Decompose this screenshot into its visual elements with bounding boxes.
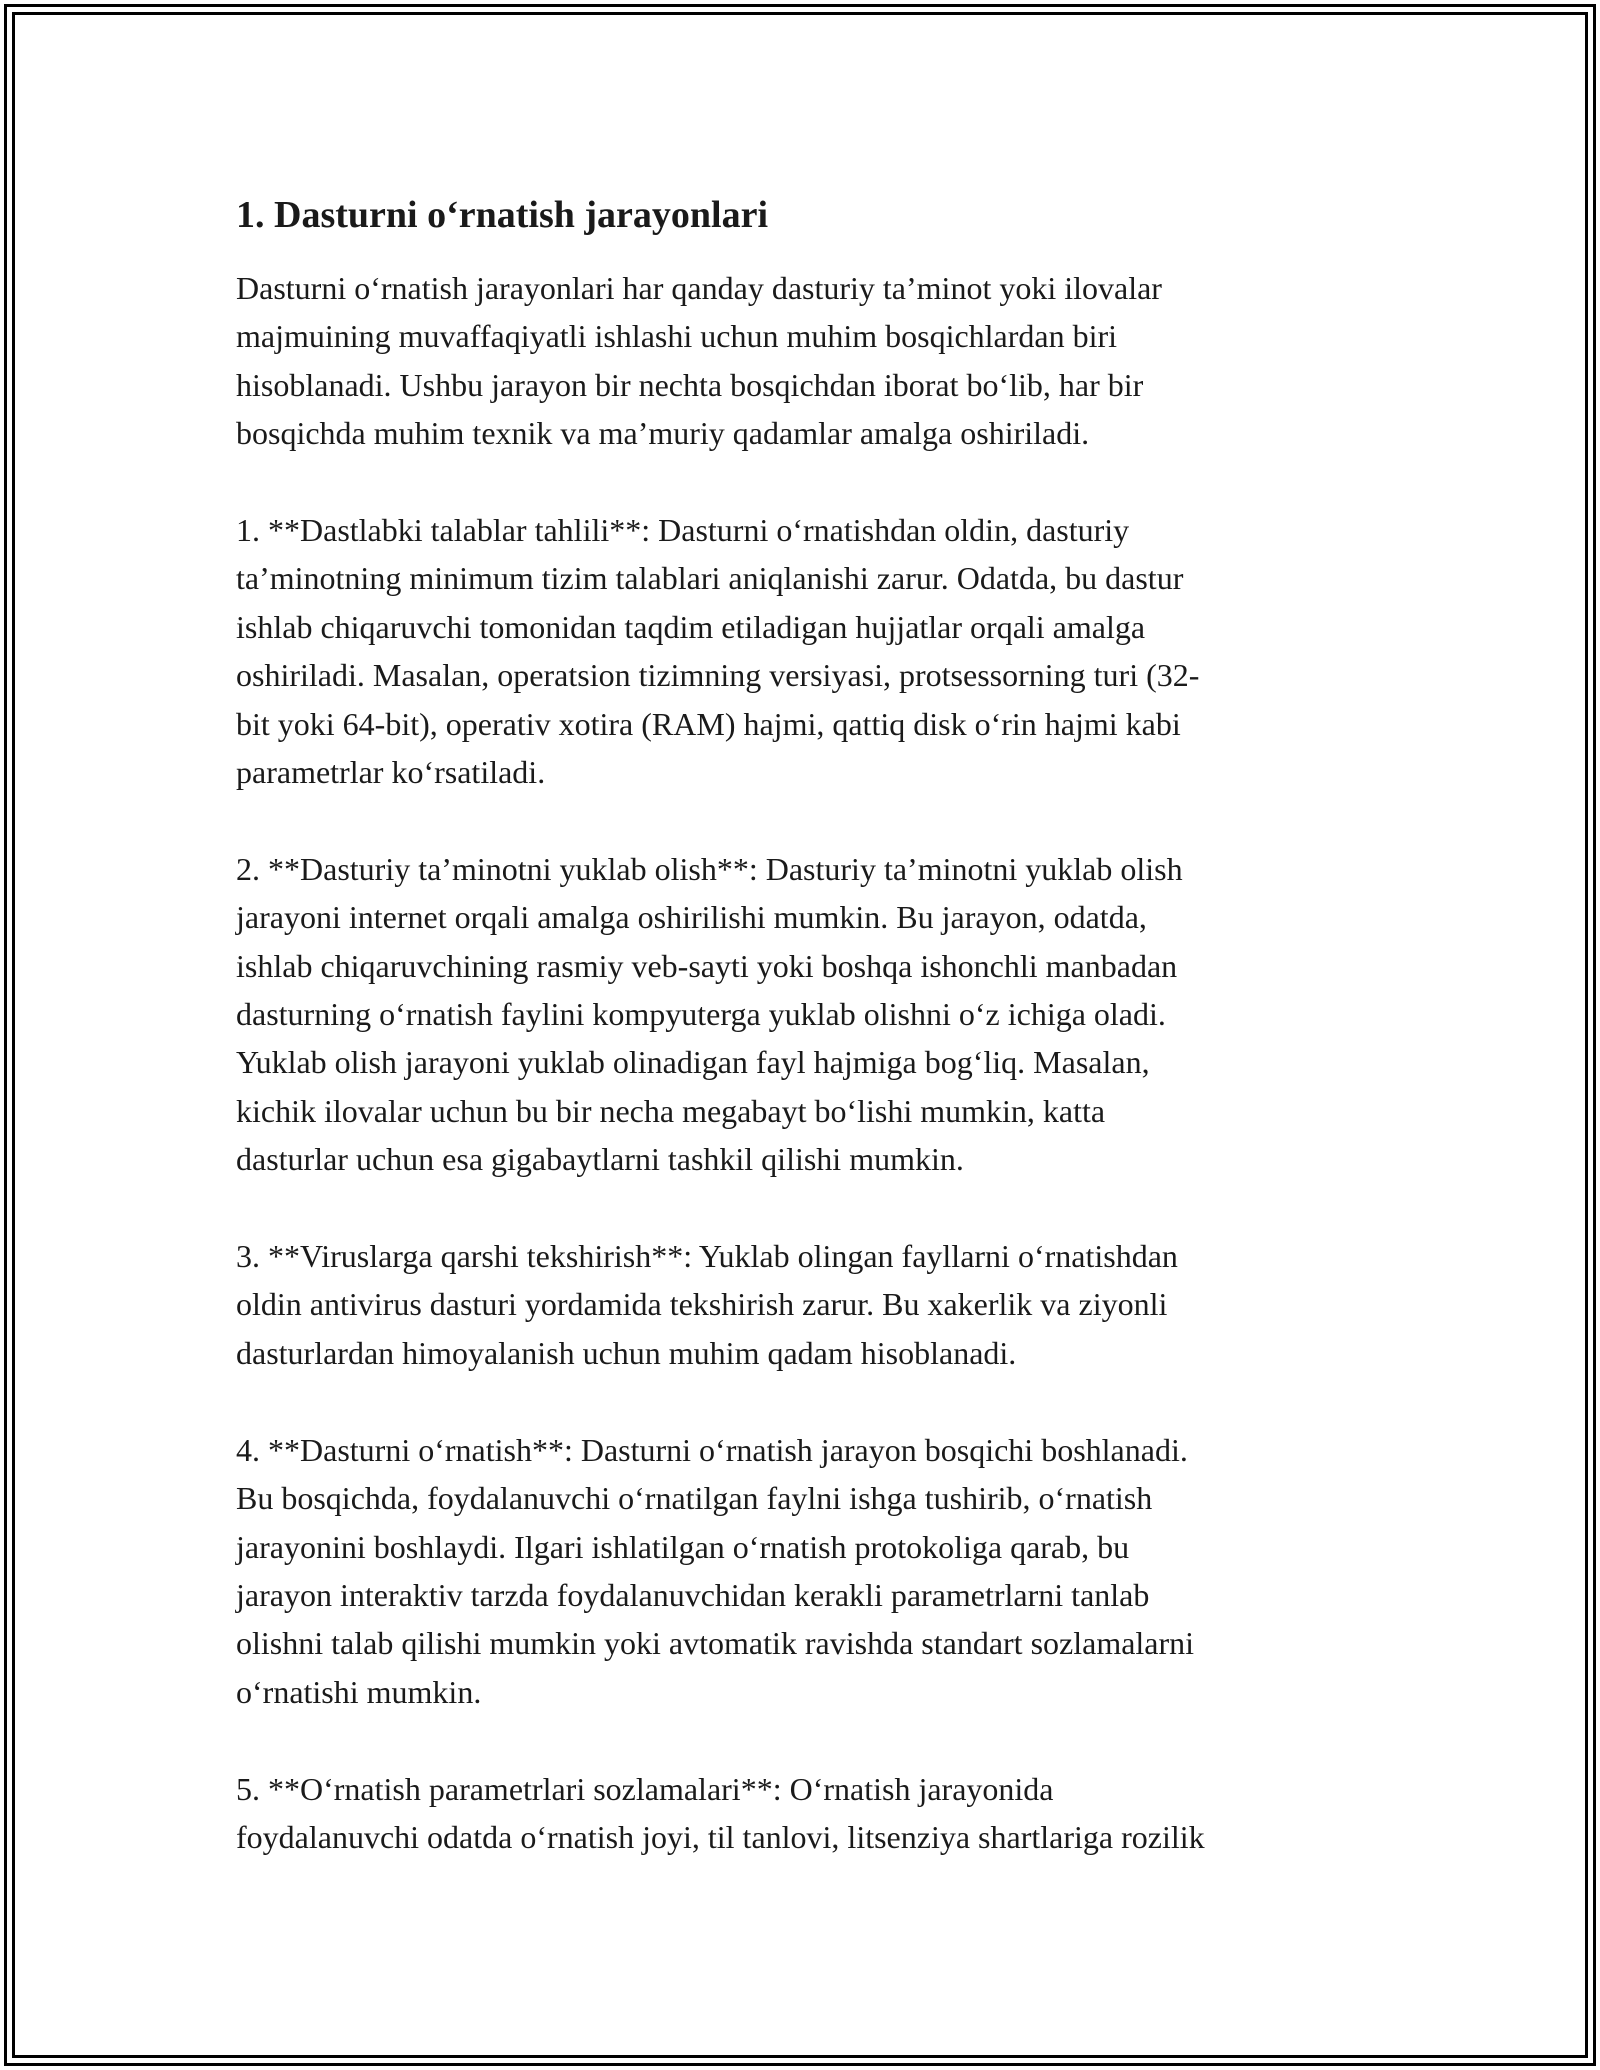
paragraph-requirements-analysis: 1. **Dastlabki talablar tahlili**: Dasturni o‘rnatishdan oldin, dasturiy ta’minotning minimum tizim talablari aniqlanishi zarur. Odatda, bu dastur ishlab chiqaruvchi tomonidan taqdim etiladigan hujjatlar orqali amalga oshiriladi. Masalan, operatsion tizimning versiyasi, protsessorning turi (32- bit yoki 64-bit), operativ xotira (RAM) hajmi, qattiq disk o‘rin hajmi kabi parametrlar ko‘rsatiladi. [236,512,1200,791]
document-body [236,188,1366,1861]
section-heading: 1. Dasturni o‘rnatish jarayonlari [236,194,768,236]
paragraph-virus-check: 3. **Viruslarga qarshi tekshirish**: Yuklab olingan fayllarni o‘rnatishdan oldin antivirus dasturi yordamida tekshirish zarur. Bu xakerlik va ziyonli dasturlardan himoyalanish uchun muhim qadam hisoblanadi. [236,1238,1178,1371]
paragraph-install-program: 4. **Dasturni o‘rnatish**: Dasturni o‘rnatish jarayon bosqichi boshlanadi. Bu bosqichda, foydalanuvchi o‘rnatilgan faylni ishga tushirib, o‘rnatish jarayonini boshlaydi. Ilgari ishlatilgan o‘rnatish protokoliga qarab, bu jarayon interaktiv tarzda foydalanuvchidan kerakli parametrlarni tanlab olishni talab qilishi mumkin yoki avtomatik ravishda standart sozlamalarni o‘rnatishi mumkin. [236,1431,1195,1710]
paragraph-download-software: 2. **Dasturiy ta’minotni yuklab olish**: Dasturiy ta’minotni yuklab olish jarayoni internet orqali amalga oshirilishi mumkin. Bu jarayon, odatda, ishlab chiqaruvchining rasmiy veb-sayti yoki boshqa ishonchli manbadan dasturning o‘rnatish faylini kompyuterga yuklab olishni o‘z ichiga oladi. Yuklab olish jarayoni yuklab olinadigan fayl hajmiga bog‘liq. Masalan, kichik ilovalar uchun bu bir necha megabayt bo‘lishi mumkin, katta dasturlar uchun esa gigabaytlarni tashkil qilishi mumkin. [236,850,1183,1178]
paragraph-install-settings: 5. **O‘rnatish parametrlari sozlamalari**: O‘rnatish jarayonida foydalanuvchi odatda o‘rnatish joyi, til tanlovi, litsenziya shartlariga rozilik [236,1770,1205,1855]
intro-paragraph: Dasturni o‘rnatish jarayonlari har qanday dasturiy ta’minot yoki ilovalar majmuining muvaffaqiyatli ishlashi uchun muhim bosqichlardan biri hisoblanadi. Ushbu jarayon bir nechta bosqichdan iborat bo‘lib, har bir bosqichda muhim texnik va ma’muriy qadamlar amalga oshiriladi. [236,270,1162,452]
